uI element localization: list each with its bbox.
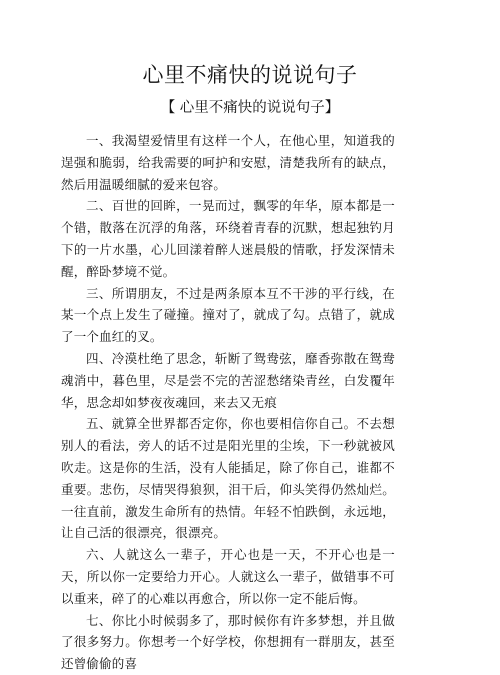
paragraph-1: 一、我渴望爱情里有这样一个人，在他心里，知道我的逞强和脆弱，给我需要的呵护和安慰，清楚我所有的缺点，然后用温暖细腻的爱来包容。: [61, 133, 395, 192]
page-subtitle: 【 心里不痛快的说说句子】: [160, 100, 340, 116]
paragraph-4: 四、冷漠杜绝了思念，斩断了鸳鸯弦，靡香弥散在鸳鸯魂消中，暮色里，尽是尝不完的苦涩愁绪染青丝，白发覆年华，思念却如梦夜夜魂回，来去又无痕: [61, 350, 395, 410]
article-body: [61, 130, 395, 675]
paragraph-3: 三、所谓朋友，不过是两条原本互不干涉的平行线，在某一个点上发生了碰撞。撞对了，就成了勾。点错了，就成了一个血红的叉。: [61, 285, 395, 345]
paragraph-2: 二、百世的回眸，一晃而过，飘零的年华，原本都是一个错，散落在沉浮的角落，环绕着青春的沉默，想起独钓月下的一片水墨，心儿回漾着醉人迷晨般的情歌，抒发深情未醒，醉卧梦境不觉。: [61, 198, 395, 279]
paragraph-7: 七、你比小时候弱多了，那时候你有许多梦想，并且做了很多努力。你想考一个好学校，你想拥有一群朋友，甚至还曾偷偷的喜: [61, 612, 395, 672]
paragraph-6: 六、人就这么一辈子，开心也是一天，不开心也是一天，所以你一定要给力开心。人就这么一辈子，做错事不可以重来，碎了的心难以再愈合，所以你一定不能后悔。: [61, 547, 395, 606]
page-title: 心里不痛快的说说句子: [142, 63, 358, 87]
paragraph-5: 五、就算全世界都否定你，你也要相信你自己。不去想别人的看法，旁人的话不过是阳光里的尘埃，下一秒就被风吹走。这是你的生活，没有人能插足，除了你自己，谁都不重要。悲伤，尽情哭得狼狈，泪干后，仰头笑得仍然灿烂。一往直前，激发生命所有的热情。年轻不怕跌倒，永远地，让自己活的很漂亮，很漂亮。: [61, 416, 395, 541]
